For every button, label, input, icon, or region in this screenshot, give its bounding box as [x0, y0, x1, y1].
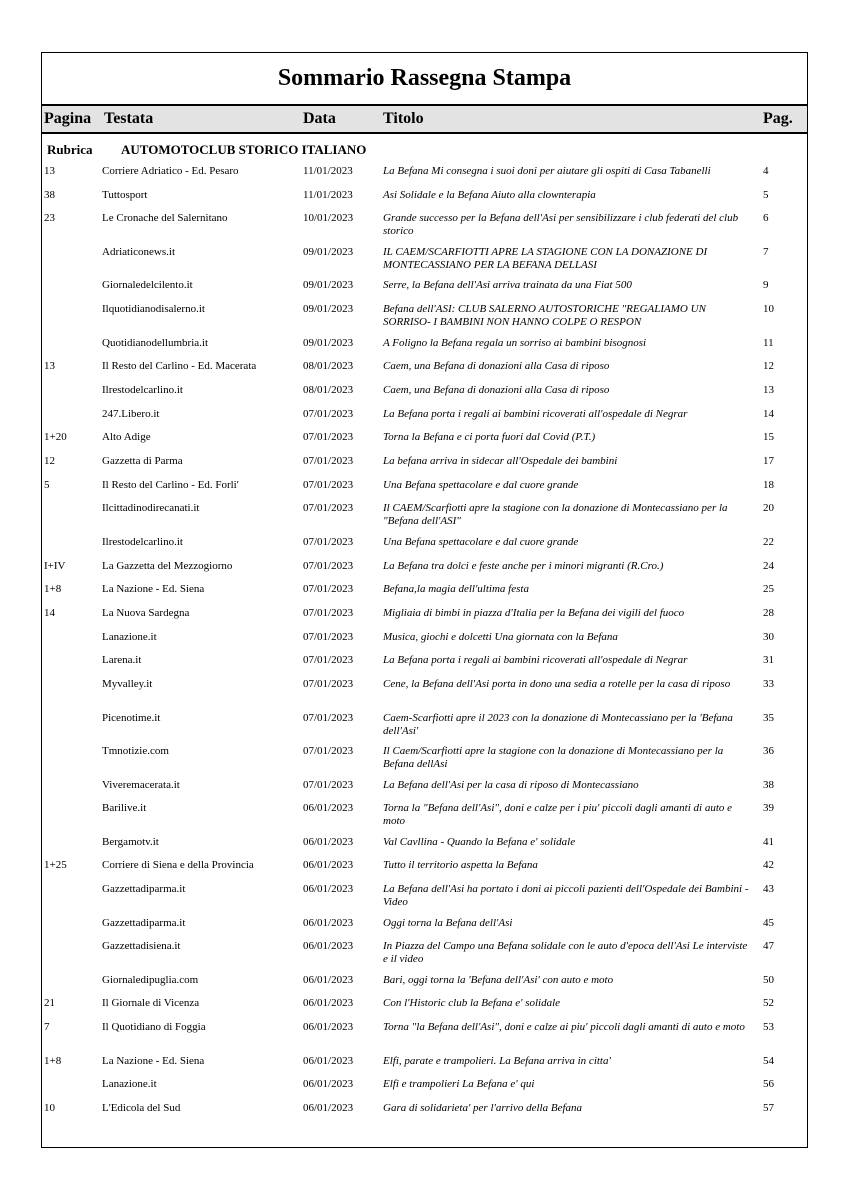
row-data: 11/01/2023 [303, 188, 353, 201]
row-testata: Gazzettadiparma.it [102, 883, 186, 896]
summary-frame [41, 52, 808, 1148]
table-row [42, 536, 807, 560]
table-row [42, 502, 807, 536]
row-data: 07/01/2023 [303, 583, 354, 596]
row-testata: Barilive.it [102, 802, 147, 815]
row-pag: 20 [763, 502, 774, 515]
row-pag: 50 [763, 973, 774, 986]
article-list [42, 165, 807, 1126]
row-testata: Gazzettadiparma.it [102, 916, 186, 929]
row-pagina: 13 [44, 360, 55, 373]
table-row [42, 779, 807, 803]
row-pagina: 38 [44, 188, 55, 201]
row-pag: 4 [763, 165, 769, 177]
row-titolo: Torna la Befana e ci porta fuori dal Covid (P.T.) [383, 431, 596, 444]
row-pag: 39 [763, 802, 774, 815]
table-row [42, 303, 807, 337]
row-testata: Ilrestodelcarlino.it [102, 383, 183, 396]
row-titolo: A Foligno la Befana regala un sorriso ai bambini bisognosi [383, 336, 647, 349]
table-row [42, 189, 807, 213]
row-titolo: Migliaia di bimbi in piazza d'Italia per la Befana dei vigili del fuoco [383, 606, 685, 619]
row-titolo: La Befana dell'Asi ha portato i doni ai piccoli pazienti dell'Ospedale dei Bambini - Video [383, 883, 749, 909]
row-data: 08/01/2023 [303, 383, 354, 396]
row-titolo: La Befana tra dolci e feste anche per i minori migranti (R.Cro.) [383, 559, 664, 572]
row-pag: 24 [763, 559, 774, 572]
table-row [42, 1078, 807, 1102]
row-pag: 31 [763, 654, 774, 667]
row-testata: Adriaticonews.it [102, 245, 176, 258]
row-testata: 247.Libero.it [102, 407, 160, 420]
row-data: 09/01/2023 [303, 279, 354, 292]
table-row [42, 859, 807, 883]
row-pag: 47 [763, 940, 774, 953]
table-row [42, 1102, 807, 1126]
row-data: 07/01/2023 [303, 502, 354, 515]
row-pag: 54 [763, 1054, 774, 1067]
row-pagina: 1+20 [44, 431, 67, 444]
row-pag: 56 [763, 1078, 774, 1091]
row-testata: Quotidianodellumbria.it [102, 336, 209, 349]
table-row [42, 883, 807, 917]
table-row [42, 408, 807, 432]
row-pag: 15 [763, 431, 774, 444]
row-testata: Tuttosport [102, 188, 148, 201]
row-titolo: Bari, oggi torna la 'Befana dell'Asi' con auto e moto [383, 973, 614, 986]
row-titolo: Tutto il territorio aspetta la Befana [383, 859, 538, 872]
row-pag: 35 [763, 711, 774, 724]
row-pag: 6 [763, 212, 769, 225]
row-pag: 52 [763, 997, 774, 1010]
table-row [42, 917, 807, 941]
row-testata: Ilrestodelcarlino.it [102, 535, 183, 548]
row-titolo: In Piazza del Campo una Befana solidale con le auto d'epoca dell'Asi Le interviste e il video [383, 940, 748, 966]
row-pag: 28 [763, 606, 774, 619]
row-pagina: 23 [44, 212, 55, 225]
row-testata: Viveremacerata.it [102, 778, 180, 791]
row-titolo: Cene, la Befana dell'Asi porta in dono una sedia a rotelle per la casa di riposo [383, 678, 731, 690]
row-titolo: Asi Solidale e la Befana Aiuto alla clownterapia [383, 188, 596, 201]
row-data: 07/01/2023 [303, 606, 354, 619]
row-titolo: IL CAEM/SCARFIOTTI APRE LA STAGIONE CON LA DONAZIONE DI MONTECASSIANO PER LA BEFANA DELLASI [383, 245, 708, 271]
row-pag: 12 [763, 360, 774, 373]
rubrica-label: Rubrica [47, 142, 93, 157]
row-data: 07/01/2023 [303, 478, 354, 491]
row-data: 08/01/2023 [303, 360, 354, 373]
row-pagina: 21 [44, 997, 55, 1010]
table-row [42, 455, 807, 479]
row-pag: 7 [763, 245, 769, 258]
table-row [42, 246, 807, 280]
row-titolo: Oggi torna la Befana dell'Asi [383, 916, 513, 929]
row-titolo: Il CAEM/Scarfiotti apre la stagione con la donazione di Montecassiano per la "Befana dell'ASI" [383, 502, 728, 528]
row-titolo: Torna "la Befana dell'Asi", doni e calze ai piu' piccoli dagli amanti di auto e moto [383, 1021, 745, 1034]
row-pagina: 12 [44, 455, 55, 467]
row-data: 07/01/2023 [303, 745, 354, 757]
row-titolo: Grande successo per la Befana dell'Asi per sensibilizzare i club federati del club storico [383, 212, 739, 238]
row-testata: Picenotime.it [102, 711, 161, 724]
row-data: 09/01/2023 [303, 303, 354, 316]
row-titolo: Una Befana spettacolare e dal cuore grande [383, 535, 579, 548]
row-testata: Ilcittadinodirecanati.it [102, 502, 200, 515]
row-data: 10/01/2023 [303, 212, 354, 225]
table-row [42, 431, 807, 455]
row-data: 06/01/2023 [303, 916, 354, 929]
row-pag: 9 [763, 279, 769, 292]
header-pagina: Pagina [44, 110, 92, 127]
header-data: Data [303, 110, 336, 127]
table-row [42, 384, 807, 408]
row-data: 07/01/2023 [303, 630, 354, 643]
row-data: 06/01/2023 [303, 1054, 354, 1067]
header-titolo: Titolo [383, 110, 424, 127]
row-pagina: 1+8 [44, 1054, 62, 1067]
row-data: 07/01/2023 [303, 711, 354, 724]
row-data: 11/01/2023 [303, 165, 353, 177]
row-testata: Gazzetta di Parma [102, 455, 183, 467]
table-row [42, 360, 807, 384]
table-row [42, 974, 807, 998]
row-testata: Giornaledipuglia.com [102, 973, 199, 986]
row-titolo: La Befana porta i regali ai bambini ricoverati all'ospedale di Negrar [383, 654, 688, 667]
row-data: 07/01/2023 [303, 455, 354, 467]
row-testata: Le Cronache del Salernitano [102, 212, 228, 225]
row-testata: Tmnotizie.com [102, 745, 169, 757]
row-titolo: Una Befana spettacolare e dal cuore grande [383, 478, 579, 491]
rubrica-row [42, 142, 807, 162]
row-pagina: 13 [44, 165, 55, 177]
row-pag: 42 [763, 859, 774, 872]
row-testata: Lanazione.it [102, 630, 157, 643]
row-data: 06/01/2023 [303, 997, 354, 1010]
table-row [42, 560, 807, 584]
row-testata: La Gazzetta del Mezzogiorno [102, 559, 233, 572]
row-pag: 10 [763, 303, 774, 316]
row-pagina: 7 [44, 1021, 50, 1034]
row-titolo: Con l'Historic club la Befana e' solidale [383, 997, 561, 1010]
table-row [42, 712, 807, 746]
row-data: 06/01/2023 [303, 1078, 354, 1091]
row-data: 07/01/2023 [303, 535, 354, 548]
row-data: 07/01/2023 [303, 778, 354, 791]
table-row [42, 212, 807, 246]
table-row [42, 654, 807, 678]
row-data: 06/01/2023 [303, 859, 354, 872]
table-row [42, 583, 807, 607]
row-pag: 5 [763, 188, 769, 201]
row-pagina: 1+8 [44, 583, 62, 596]
table-row [42, 997, 807, 1021]
row-testata: Bergamotv.it [102, 835, 159, 848]
table-row [42, 836, 807, 860]
row-data: 07/01/2023 [303, 431, 354, 444]
row-titolo: Caem-Scarfiotti apre il 2023 con la donazione di Montecassiano per la 'Befana dell'Asi' [383, 711, 733, 737]
row-testata: La Nazione - Ed. Siena [102, 583, 205, 596]
rubrica-value: AUTOMOTOCLUB STORICO ITALIANO [121, 142, 367, 157]
row-titolo: Elfi, parate e trampolieri. La Befana arriva in citta' [383, 1054, 611, 1067]
table-row [42, 479, 807, 503]
row-data: 07/01/2023 [303, 407, 354, 420]
table-row [42, 802, 807, 836]
row-titolo: Caem, una Befana di donazioni alla Casa di riposo [383, 383, 610, 396]
row-data: 09/01/2023 [303, 336, 354, 349]
row-pag: 22 [763, 535, 774, 548]
row-pag: 43 [763, 883, 774, 896]
row-testata: Giornaledelcilento.it [102, 279, 193, 292]
row-testata: Il Giornale di Vicenza [102, 997, 200, 1010]
header-testata: Testata [104, 110, 154, 127]
row-titolo: Elfi e trampolieri La Befana e' qui [383, 1078, 535, 1091]
row-testata: Corriere di Siena e della Provincia [102, 859, 254, 872]
row-data: 06/01/2023 [303, 1021, 354, 1034]
table-header [42, 104, 807, 134]
row-titolo: Torna la "Befana dell'Asi", doni e calze per i piu' piccoli dagli amanti di auto e moto [383, 802, 733, 828]
row-pag: 53 [763, 1021, 774, 1034]
row-testata: Ilquotidianodisalerno.it [102, 303, 205, 316]
row-titolo: La Befana Mi consegna i suoi doni per aiutare gli ospiti di Casa Tabanelli [383, 165, 711, 177]
row-titolo: La Befana dell'Asi per la casa di riposo di Montecassiano [383, 778, 639, 791]
row-titolo: Il Caem/Scarfiotti apre la stagione con la donazione di Montecassiano per la Befana dellAsi [383, 745, 724, 770]
row-testata: Alto Adige [102, 431, 151, 444]
row-data: 07/01/2023 [303, 678, 354, 690]
row-titolo: Befana dell'ASI: CLUB SALERNO AUTOSTORICHE "REGALIAMO UN SORRISO- I BAMBINI NON HANNO COLPE O RESPON [383, 303, 706, 329]
row-data: 06/01/2023 [303, 940, 354, 953]
table-row [42, 1021, 807, 1055]
row-testata: Larena.it [102, 654, 142, 667]
row-data: 07/01/2023 [303, 559, 354, 572]
row-pag: 36 [763, 745, 774, 757]
row-testata: L'Edicola del Sud [102, 1102, 181, 1114]
row-testata: Corriere Adriatico - Ed. Pesaro [102, 165, 239, 177]
row-pag: 30 [763, 630, 774, 643]
row-testata: Myvalley.it [102, 678, 153, 690]
table-row [42, 279, 807, 303]
row-pag: 57 [763, 1102, 774, 1114]
table-row [42, 1055, 807, 1079]
table-row [42, 165, 807, 189]
row-pag: 17 [763, 455, 774, 467]
row-pagina: 5 [44, 478, 50, 491]
row-pag: 45 [763, 916, 774, 929]
page-title: Sommario Rassegna Stampa [277, 65, 572, 91]
table-row [42, 337, 807, 361]
row-testata: Il Resto del Carlino - Ed. Macerata [102, 360, 257, 373]
row-pagina: 1+25 [44, 859, 67, 872]
row-data: 06/01/2023 [303, 802, 354, 815]
row-pagina: I+IV [44, 559, 66, 572]
row-pag: 38 [763, 778, 774, 791]
row-pagina: 14 [44, 606, 55, 619]
row-pag: 33 [763, 678, 774, 690]
row-pag: 41 [763, 835, 774, 848]
row-titolo: Musica, giochi e dolcetti Una giornata con la Befana [383, 630, 618, 643]
row-data: 06/01/2023 [303, 1102, 354, 1114]
row-pag: 13 [763, 383, 774, 396]
row-titolo: Caem, una Befana di donazioni alla Casa di riposo [383, 360, 610, 373]
table-row [42, 745, 807, 779]
row-testata: Lanazione.it [102, 1078, 157, 1091]
table-row [42, 678, 807, 712]
row-testata: La Nuova Sardegna [102, 606, 190, 619]
row-pag: 14 [763, 407, 774, 420]
header-pag: Pag. [763, 110, 793, 127]
row-titolo: Val Cavllina - Quando la Befana e' solidale [383, 835, 576, 848]
row-titolo: Befana,la magia dell'ultima festa [383, 583, 529, 596]
row-data: 09/01/2023 [303, 245, 354, 258]
row-testata: Gazzettadisiena.it [102, 940, 181, 953]
row-titolo: Serre, la Befana dell'Asi arriva trainata da una Fiat 500 [383, 279, 632, 292]
row-data: 06/01/2023 [303, 973, 354, 986]
table-row [42, 940, 807, 974]
table-row [42, 607, 807, 631]
row-pag: 11 [763, 336, 774, 349]
row-data: 06/01/2023 [303, 835, 354, 848]
row-pag: 25 [763, 583, 774, 596]
row-testata: Il Quotidiano di Foggia [102, 1021, 206, 1034]
table-row [42, 631, 807, 655]
row-pagina: 10 [44, 1102, 55, 1114]
row-data: 07/01/2023 [303, 654, 354, 667]
row-testata: Il Resto del Carlino - Ed. Forli' [102, 478, 239, 491]
row-titolo: Gara di solidarieta' per l'arrivo della Befana [383, 1102, 583, 1114]
row-testata: La Nazione - Ed. Siena [102, 1054, 205, 1067]
row-titolo: La befana arriva in sidecar all'Ospedale dei bambini [383, 455, 618, 467]
row-data: 06/01/2023 [303, 883, 354, 896]
row-titolo: La Befana porta i regali ai bambini ricoverati all'ospedale di Negrar [383, 407, 688, 420]
row-pag: 18 [763, 478, 774, 491]
